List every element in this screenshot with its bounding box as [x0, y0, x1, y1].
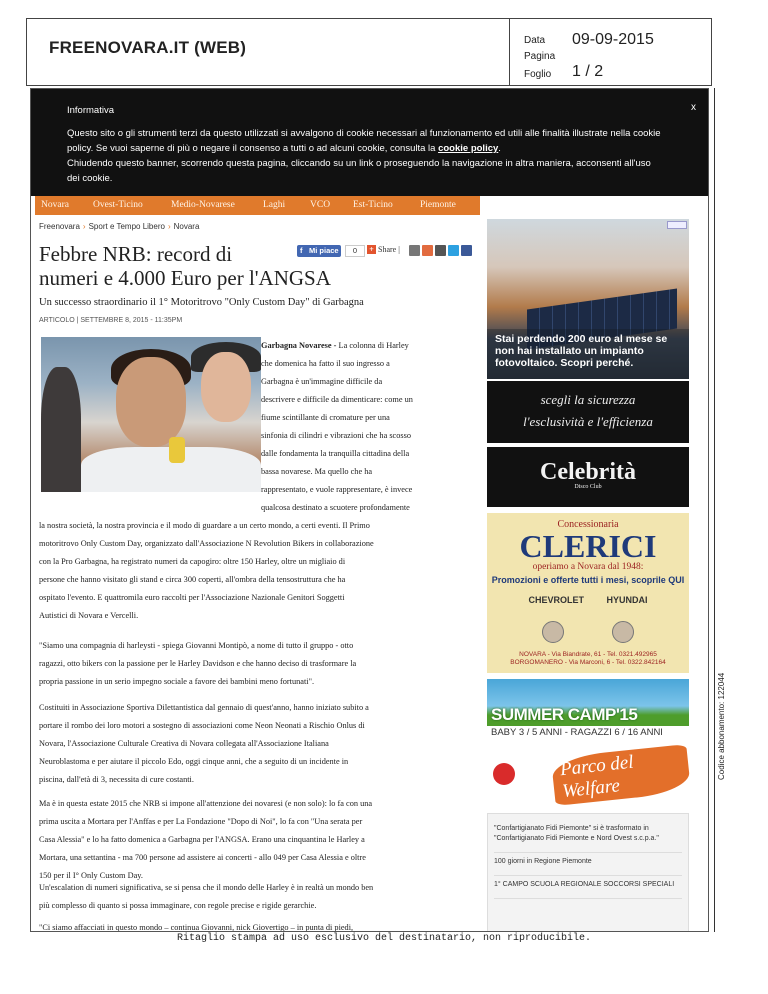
ad-solar-caption: Stai perdendo 200 euro al mese se non hai installato un impianto fotovoltaico. Scopri perché. — [487, 329, 689, 379]
photo-figure — [201, 352, 251, 422]
text-line: bassa novarese. Ma quello che ha — [261, 467, 373, 476]
nav-item-est-ticino[interactable]: Est-Ticino — [353, 200, 393, 210]
clerici-since: operiamo a Novara dal 1948: — [532, 562, 644, 572]
source-box — [26, 18, 510, 86]
side-divider — [714, 88, 715, 932]
foglio-value: 1 / 2 — [572, 63, 604, 80]
text-line: rappresentato, e vuole rappresentare, è invece — [261, 485, 413, 494]
text-line: motoritrovo Only Custom Day, organizzato dall'Associazione N Revolution Bikers in collaborazione — [39, 539, 374, 548]
ad-sicurezza[interactable] — [487, 381, 689, 443]
breadcrumb-item[interactable]: Novara — [173, 222, 200, 231]
text-line: Garbagna è un'immagine difficile da — [261, 377, 383, 386]
paragraph-1 — [39, 517, 479, 625]
paragraph-6 — [39, 919, 479, 932]
print-icon[interactable] — [409, 245, 420, 256]
cookie-line: Questo sito o gli strumenti terzi da questo utilizzati si avvalgono di cookie necessari al funzionamento ed utili alle finalità illustrate nella cookie — [67, 128, 661, 139]
text-line: Novara, l'Associazione Culturale Creativa di Novara collegata all'Associazione Italiana — [39, 739, 329, 748]
text-line: Autistici di Novara e Vercelli. — [39, 611, 139, 620]
text-line: sinfonia di cilindri e vibrazioni che ha scosso — [261, 431, 411, 440]
data-value: 09-09-2015 — [572, 31, 654, 48]
mail-icon[interactable] — [435, 245, 446, 256]
nav-item-medio-novarese[interactable]: Medio-Novarese — [171, 200, 235, 210]
cookie-title: Informativa — [67, 105, 114, 116]
title-line: Febbre NRB: record di — [39, 242, 233, 266]
fiat-logo-icon — [612, 621, 634, 643]
text-line: ragazzi, otto bikers con la passione per le Harley Davidson e che hanno deciso di trasformare la — [39, 659, 357, 668]
summer-camp-title: SUMMER CAMP'15 — [491, 705, 638, 724]
celebrita-logo: Celebrità — [540, 459, 636, 485]
summer-camp-sub: BABY 3 / 5 ANNI - RAGAZZI 6 / 16 ANNI — [491, 727, 663, 738]
breadcrumb-item[interactable]: Freenovara — [39, 222, 80, 231]
photo-figure — [169, 437, 185, 463]
paragraph-4 — [39, 795, 479, 885]
breadcrumb-sep: › — [167, 222, 171, 231]
lead-bold: Garbagna Novarese - — [261, 341, 337, 350]
article-meta: ARTICOLO | SETTEMBRE 8, 2015 - 11:35PM — [39, 317, 183, 324]
clerici-name: CLERICI — [519, 528, 657, 564]
web-page-capture — [30, 88, 709, 932]
adchoices-icon[interactable] — [667, 221, 687, 229]
nav-item-vco[interactable]: VCO — [310, 200, 331, 210]
ad-sicurezza-line: scegli la sicurezza — [540, 392, 636, 407]
paragraph-1-side — [261, 337, 471, 517]
welfare-title: Parco del Welfare — [551, 744, 691, 806]
cookie-banner — [31, 89, 709, 196]
text-line: la nostra società, la nostra provincia e il modo di guardare a un certo mondo, a certi eventi. Il Primo — [39, 521, 370, 530]
clerici-badges — [487, 621, 689, 648]
title-line: numeri e 4.000 Euro per l'ANGSA — [39, 266, 331, 290]
address-line: BORGOMANERO - Via Marconi, 6 - Tel. 0322.842164 — [510, 659, 666, 666]
text-line: "Ci siamo affacciati in questo mondo – continua Giovanni, nick Giovertigo – in punta di piedi, — [39, 923, 354, 932]
like-count: 0 — [345, 245, 365, 257]
email-icon[interactable] — [422, 245, 433, 256]
cookie-policy-link[interactable]: cookie policy — [438, 143, 499, 154]
news-item[interactable]: "Confartigianato Fidi Piemonte" si è trasformato in "Confartigianato Fidi Piemonte e Nord Ovest s.c.p.a." — [494, 820, 682, 853]
photo-figure — [116, 357, 186, 447]
article-photo — [41, 337, 261, 492]
clerici-label: Concessionaria — [557, 519, 619, 530]
breadcrumb-item[interactable]: Sport e Tempo Libero — [88, 222, 165, 231]
share-button[interactable]: + Share | — [367, 245, 400, 254]
foglio-label: Foglio — [524, 69, 552, 80]
text-part: La colonna di Harley — [336, 341, 409, 350]
text-line: fiume scintillante di cromature per una — [261, 413, 390, 422]
hyundai-logo: HYUNDAI — [606, 595, 648, 605]
news-item[interactable]: 1° CAMPO SCUOLA REGIONALE SOCCORSI SPECIALI — [494, 876, 682, 899]
text-line: prima uscita a Mortara per l'Anffas e per La Fondazione "Dopo di Noi", lo fa con "Una serata per — [39, 817, 363, 826]
text-line: 150 per il I° Only Custom Day. — [39, 871, 143, 880]
text-line — [261, 337, 471, 355]
paragraph-2 — [39, 637, 479, 691]
ad-clerici[interactable] — [487, 513, 689, 673]
breadcrumb-sep: › — [82, 222, 86, 231]
nav-item-novara[interactable]: Novara — [41, 200, 69, 210]
clipping-meta — [510, 18, 712, 86]
main-nav — [35, 196, 480, 215]
cookie-text — [67, 126, 687, 186]
address-line: NOVARA - Via Biandrate, 61 - Tel. 0321.492965 — [519, 651, 657, 658]
text-line: piscina, dall'età di 3, necessita di cure costanti. — [39, 775, 194, 784]
welfare-logo-icon — [493, 763, 515, 785]
source-title: FREENOVARA.IT (WEB) — [49, 38, 247, 57]
text-line: Un'escalation di numeri significativa, se si pensa che il mondo delle Harley è in realtà un mondo ben — [39, 883, 374, 892]
news-box — [487, 813, 689, 932]
text-line: che domenica ha fatto il suo ingresso a — [261, 359, 390, 368]
cookie-text-part: . — [498, 143, 501, 154]
text-line: con la Pro Garbagna, ha registrato numeri da capogiro: oltre 150 Harley, oltre un migliaio di — [39, 557, 346, 566]
share-icons — [409, 245, 474, 258]
chevrolet-logo: CHEVROLET — [528, 595, 584, 605]
clipping-footer: Ritaglio stampa ad uso esclusivo del destinatario, non riproducibile. — [176, 933, 592, 944]
data-label: Data — [524, 35, 546, 46]
clipping-header — [26, 18, 712, 86]
celebrita-sub: Disco Club — [574, 484, 602, 490]
nav-item-piemonte[interactable]: Piemonte — [420, 200, 456, 210]
text-line: dalle fondamenta la tranquilla cittadina della — [261, 449, 410, 458]
ad-summer-camp[interactable] — [487, 679, 689, 739]
news-item[interactable]: 100 giorni in Regione Piemonte — [494, 853, 682, 876]
breadcrumb — [39, 222, 199, 231]
text-line: Mortara, una settantina - ma 700 persone ad assistere ai concerti - allo 049 per Casa Alessia e oltre — [39, 853, 366, 862]
text-line: portare il rombo dei loro motori a sostegno di associazioni come Neon Neonati a Rischio Onlus di — [39, 721, 365, 730]
ad-sicurezza-line: l'esclusività e l'efficienza — [523, 414, 653, 429]
text-line: propria passione in un serio impegno sociale a favore dei bambini meno fortunati". — [39, 677, 315, 686]
photo-figure — [41, 367, 81, 492]
text-line: descrivere e difficile da dimenticare: come un — [261, 395, 413, 404]
paragraph-5 — [39, 879, 479, 915]
pagina-label: Pagina — [524, 51, 556, 62]
facebook-like-button[interactable]: f Mi piace — [297, 245, 341, 257]
article-subtitle: Un successo straordinario il 1° Motoritrovo "Only Custom Day" di Garbagna — [39, 297, 364, 308]
text-line: più complesso di quanto si possa immaginare, con regole precise e rigide gerarchie. — [39, 901, 317, 910]
ad-welfare[interactable] — [487, 745, 689, 803]
cookie-text-part: policy. Se vuoi saperne di più o negare il consenso a tutti o ad alcuni cookie, consulta la — [67, 143, 439, 154]
clerici-promo: Promozioni e offerte tutti i mesi, scoprile QUI — [491, 575, 685, 585]
lancia-logo-icon — [542, 621, 564, 643]
nav-item-ovest-ticino[interactable]: Ovest-Ticino — [93, 200, 143, 210]
cookie-line: Chiudendo questo banner, scorrendo questa pagina, cliccando su un link o proseguendo la navigazione in altra maniera, acconsenti all'uso — [67, 158, 651, 169]
text-line: ospitato l'evento. E quattromila euro raccolti per l'Associazione Nazionale Genitori Soggetti — [39, 593, 345, 602]
text-line: qualcosa destinato a scuotere profondamente — [261, 503, 410, 512]
clerici-address — [487, 651, 689, 667]
ad-solar[interactable] — [487, 219, 689, 379]
text-line: Costituiti in Associazione Sportiva Dilettantistica dal gennaio di quest'anno, hanno iniziato subito a — [39, 703, 369, 712]
ad-celebrita[interactable] — [487, 447, 689, 507]
twitter-icon[interactable] — [448, 245, 459, 256]
text-line: Casa Alessia" e lo ha fatto domenica a Garbagna per l'ANGSA. Erano una cinquantina le Harley a — [39, 835, 365, 844]
facebook-icon[interactable] — [461, 245, 472, 256]
paragraph-3 — [39, 699, 479, 789]
subscription-code: Codice abbonamento: 122044 — [717, 672, 726, 780]
share-bar — [297, 245, 487, 257]
text-line: Neuroblastoma e per aiutare il piccolo Edo, oggi cinque anni, che a seguito di un incidente in — [39, 757, 349, 766]
nav-item-laghi[interactable]: Laghi — [263, 200, 286, 210]
text-line: Ma è in questa estate 2015 che NRB si impone all'attenzione dei novaresi (e non solo): lo fa con una — [39, 799, 373, 808]
text-line: persone che hanno visitato gli stand e circa 300 coperti, all'ombra della tensostruttura che ha — [39, 575, 346, 584]
cookie-close-icon[interactable]: x — [691, 102, 696, 113]
cookie-line: dei cookie. — [67, 173, 113, 184]
cookie-line — [67, 141, 687, 156]
clerici-brands — [487, 595, 689, 605]
text-line: "Siamo una compagnia di harleysti - spiega Giovanni Montipò, a nome di tutto il gruppo - otto — [39, 641, 354, 650]
